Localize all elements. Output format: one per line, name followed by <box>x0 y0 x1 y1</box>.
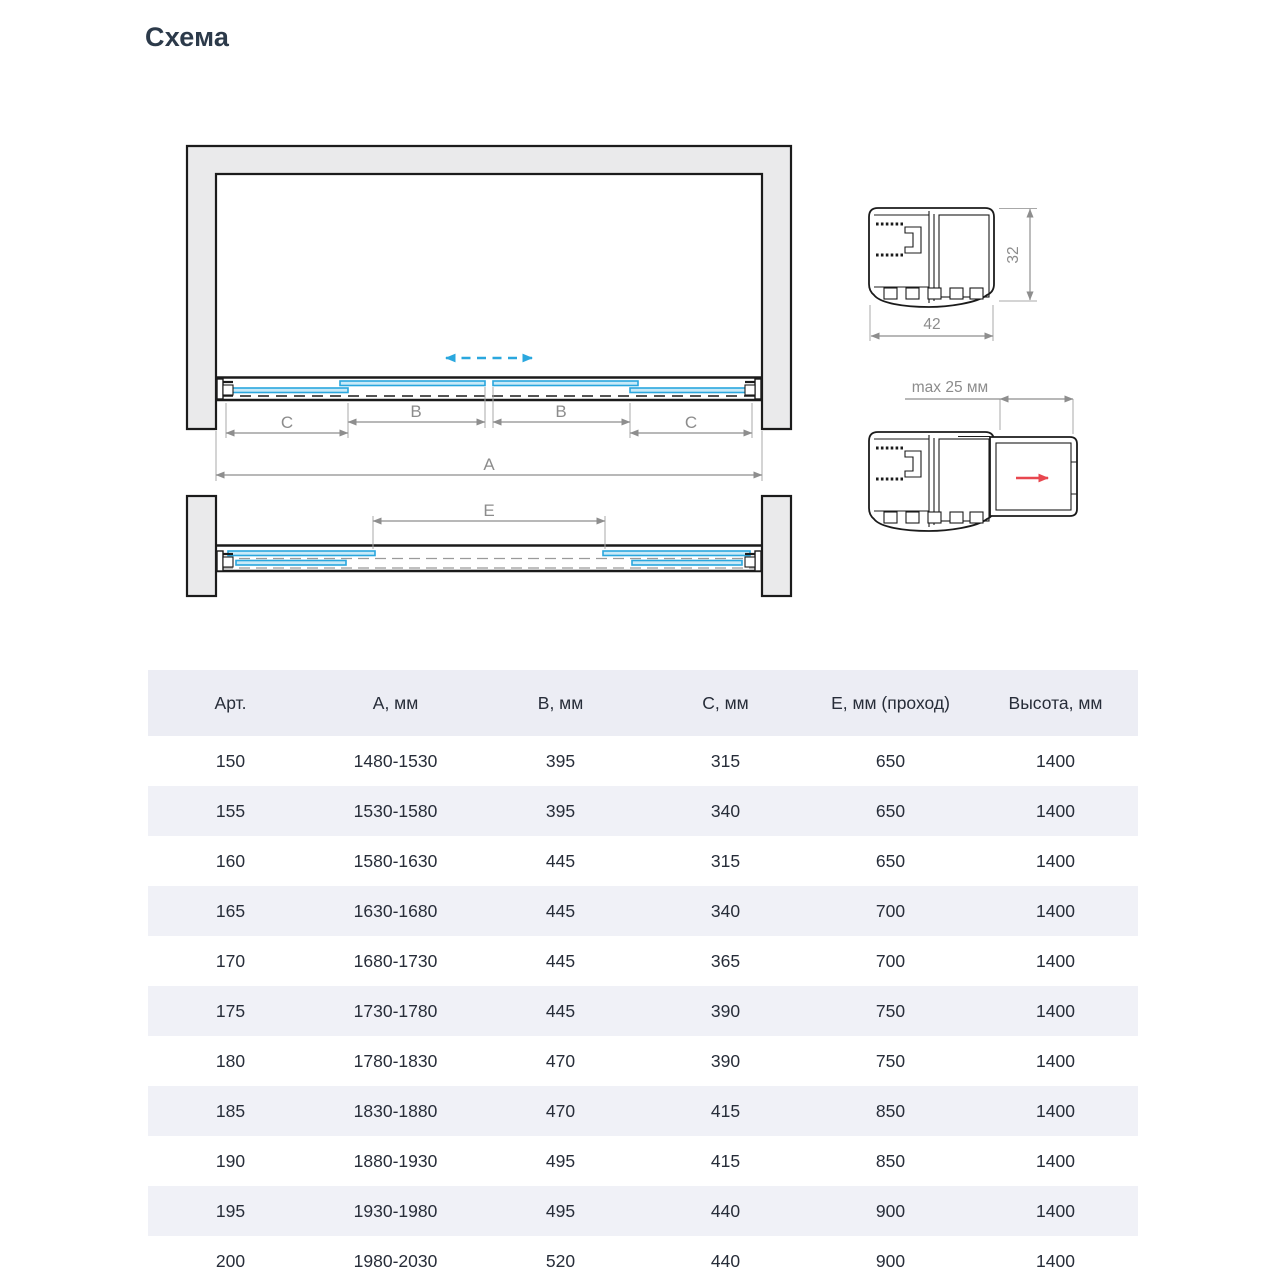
col-header-e: Е, мм (проход) <box>808 670 973 736</box>
cell-c: 315 <box>710 850 741 871</box>
table-row <box>148 986 1138 1036</box>
wall-stub-left <box>187 496 216 596</box>
cell-e: 850 <box>875 1150 906 1171</box>
cell-a: 1680-1730 <box>353 950 438 971</box>
cell-e: 750 <box>875 1050 906 1071</box>
col-header-b: В, мм <box>478 670 643 736</box>
profile-extension-section <box>869 379 1077 531</box>
cell-height: 1400 <box>973 786 1138 836</box>
cell-c: 390 <box>710 1050 741 1071</box>
cell-e: 650 <box>808 786 973 836</box>
fixed-panel-right <box>630 388 752 393</box>
cell-b: 495 <box>478 1186 643 1236</box>
cell-height: 1400 <box>973 1186 1138 1236</box>
fixed-panel-right <box>632 561 742 566</box>
dim-label-c-right: C <box>684 413 698 432</box>
sliding-panel-right-open <box>603 551 750 556</box>
cell-height: 1400 <box>1036 750 1075 771</box>
cell-a: 1480-1530 <box>353 750 438 771</box>
cell-art: 200 <box>215 1250 246 1271</box>
cell-b: 520 <box>545 1250 576 1271</box>
col-header-height: Высота, мм <box>973 670 1138 736</box>
cell-e: 900 <box>875 1250 906 1271</box>
table-row <box>148 1136 1138 1186</box>
cell-height: 1400 <box>1036 1250 1075 1271</box>
cell-height: 1400 <box>1036 850 1075 871</box>
fixed-panel-left <box>226 388 348 393</box>
dim-label-32: 32 <box>1005 246 1022 264</box>
cell-a: 1830-1880 <box>313 1086 478 1136</box>
cell-e: 750 <box>808 986 973 1036</box>
cell-a: 1580-1630 <box>353 850 438 871</box>
dim-label-a: A <box>483 455 495 474</box>
top-view-closed <box>187 146 791 481</box>
cell-art: 150 <box>215 750 246 771</box>
cell-art: 170 <box>215 950 246 971</box>
table-row <box>148 1186 1138 1236</box>
cell-art: 195 <box>148 1186 313 1236</box>
page-title: Схема <box>145 22 230 52</box>
cell-b: 470 <box>545 1050 576 1071</box>
cell-height: 1400 <box>973 1086 1138 1136</box>
sliding-panel-right <box>493 381 638 386</box>
table-row <box>148 836 1138 886</box>
niche-wall <box>187 146 791 429</box>
cell-a: 1630-1680 <box>313 886 478 936</box>
wall-stub-right <box>762 496 791 596</box>
table-header <box>148 670 1138 736</box>
cell-a: 1780-1830 <box>353 1050 438 1071</box>
cell-e: 850 <box>808 1086 973 1136</box>
cell-b: 445 <box>545 950 576 971</box>
cell-art: 180 <box>215 1050 246 1071</box>
cell-art: 165 <box>148 886 313 936</box>
cell-e: 700 <box>808 886 973 936</box>
table-row <box>148 736 1138 786</box>
cell-height: 1400 <box>973 886 1138 936</box>
cell-c: 440 <box>643 1186 808 1236</box>
cell-e: 700 <box>875 950 906 971</box>
cell-e: 900 <box>808 1186 973 1236</box>
cell-art: 175 <box>148 986 313 1036</box>
sliding-panel-left-open <box>228 551 375 556</box>
profile-section <box>869 208 1037 341</box>
cell-a: 1930-1980 <box>313 1186 478 1236</box>
cell-art: 160 <box>215 850 246 871</box>
cell-b: 445 <box>478 886 643 936</box>
cell-height: 1400 <box>1036 1050 1075 1071</box>
cell-c: 440 <box>710 1250 741 1271</box>
cell-c: 340 <box>643 786 808 836</box>
col-header-art: Арт. <box>148 670 313 736</box>
cell-art: 190 <box>215 1150 246 1171</box>
cell-b: 470 <box>478 1086 643 1136</box>
cell-art: 155 <box>148 786 313 836</box>
cell-height: 1400 <box>1036 1150 1075 1171</box>
cell-b: 445 <box>545 850 576 871</box>
cell-a: 1530-1580 <box>313 786 478 836</box>
table-row <box>148 786 1138 836</box>
cell-art: 185 <box>148 1086 313 1136</box>
cell-a: 1880-1930 <box>353 1150 438 1171</box>
cell-e: 650 <box>875 750 906 771</box>
cell-a: 1980-2030 <box>353 1250 438 1271</box>
table-row <box>148 1036 1138 1086</box>
dim-label-c-left: C <box>280 413 294 432</box>
col-header-c: С, мм <box>643 670 808 736</box>
top-view-open <box>187 496 791 596</box>
table-row <box>148 936 1138 986</box>
cell-c: 315 <box>710 750 741 771</box>
cell-b: 395 <box>545 750 576 771</box>
cell-b: 395 <box>478 786 643 836</box>
dim-label-e: E <box>483 501 495 520</box>
dim-label-b-right: B <box>555 402 567 421</box>
cell-height: 1400 <box>973 986 1138 1036</box>
cell-a: 1730-1780 <box>313 986 478 1036</box>
table-row <box>148 1086 1138 1136</box>
cell-c: 390 <box>643 986 808 1036</box>
cell-b: 495 <box>545 1150 576 1171</box>
cell-c: 415 <box>643 1086 808 1136</box>
cell-e: 650 <box>875 850 906 871</box>
cell-c: 365 <box>710 950 741 971</box>
size-spec-table <box>148 670 1138 1286</box>
table-row <box>148 886 1138 936</box>
dim-label-b-left: B <box>410 402 422 421</box>
col-header-a: А, мм <box>313 670 478 736</box>
cell-b: 445 <box>478 986 643 1036</box>
fixed-panel-left <box>236 561 346 566</box>
extension-profile <box>990 437 1077 516</box>
dim-label-42: 42 <box>923 316 941 333</box>
cell-c: 340 <box>643 886 808 936</box>
sliding-panel-left <box>340 381 485 386</box>
dim-label-max25: max 25 мм <box>911 379 989 396</box>
cell-c: 415 <box>710 1150 741 1171</box>
cell-height: 1400 <box>1036 950 1075 971</box>
